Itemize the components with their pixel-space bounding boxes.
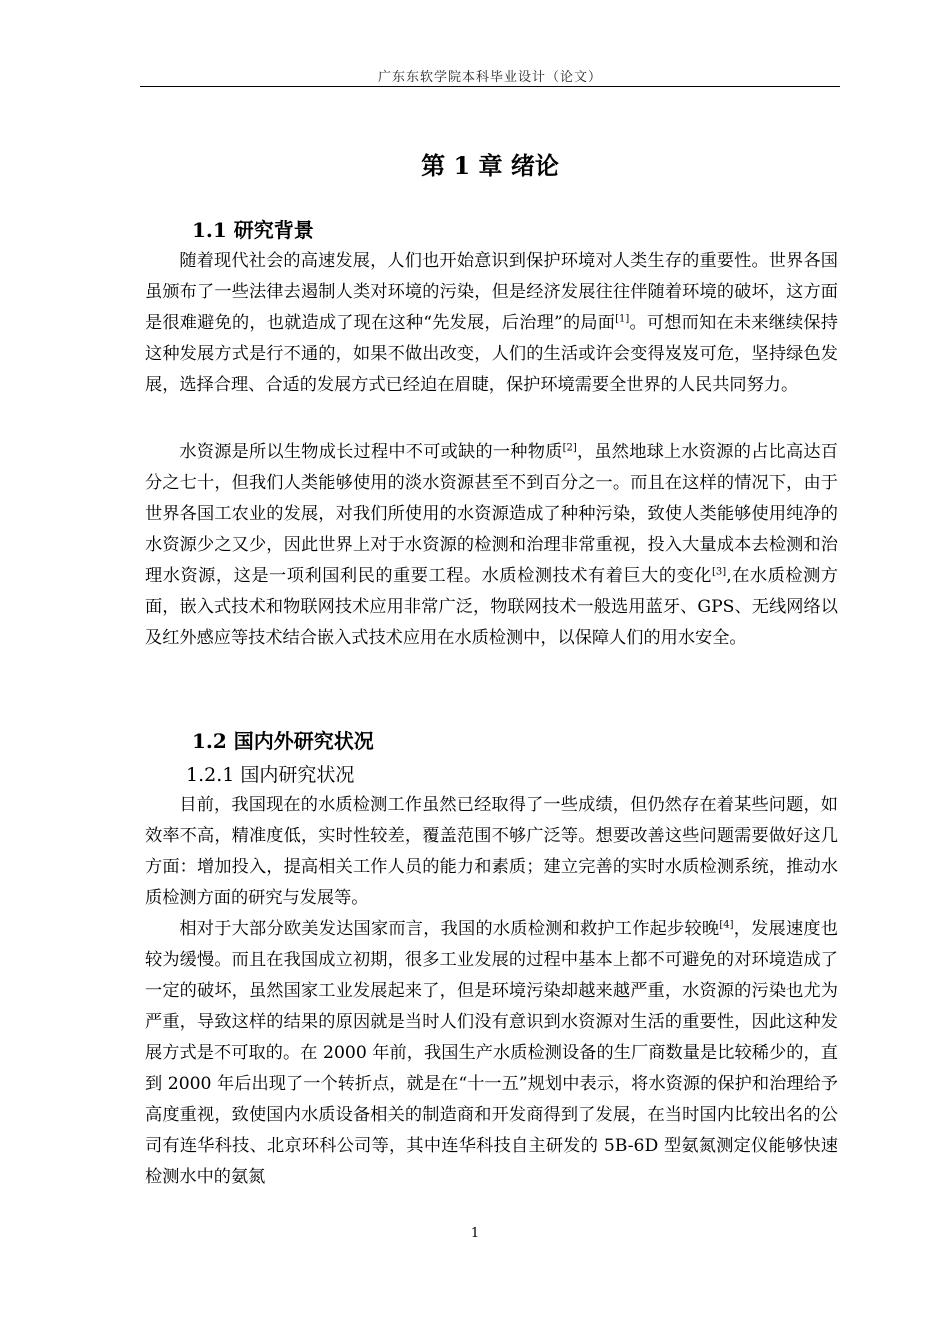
paragraph-text: 随着现代社会的高速发展，人们也开始意识到保护环境对人类生存的重要性。世界各国虽颁布了一些法律去遏制人类对环境的污染，但是经济发展往往伴随着环境的破坏，这方面是很难避免的，也就造成了现在这种“先发展，后治理”的局面 [145, 251, 838, 333]
paragraph-text: 水资源是所以生物成长过程中不可或缺的一种物质 [179, 442, 563, 462]
section-heading-1-1: 1.1 研究背景 [192, 218, 314, 242]
citation: [4] [719, 919, 734, 931]
citation: [1] [615, 313, 630, 325]
citation: [3] [712, 566, 727, 578]
paragraph-3 [145, 790, 838, 914]
paragraph-text: 相对于大部分欧美发达国家而言，我国的水质检测和救护工作起步较晚 [179, 919, 720, 939]
running-header: 广东东软学院本科毕业设计（论文） [377, 70, 602, 85]
paragraph-4 [145, 914, 838, 1193]
section-heading-1-2: 1.2 国内外研究状况 [192, 729, 374, 753]
paragraph-2 [145, 437, 838, 654]
subsection-heading-1-2-1: 1.2.1 国内研究状况 [186, 764, 355, 786]
paragraph-1 [145, 246, 838, 401]
paragraph-text: 目前，我国现在的水质检测工作虽然已经取得了一些成绩，但仍然存在着某些问题，如效率不高，精准度低，实时性较差，覆盖范围不够广泛等。想要改善这些问题需要做好这几方面：增加投入，提高相关工作人员的能力和素质；建立完善的实时水质检测系统，推动水质检测方面的研究与发展等。 [145, 795, 838, 908]
paragraph-text: ,在水质检测方面，嵌入式技术和物联网技术应用非常广泛，物联网技术一般选用蓝牙、GPS、无线网络以及红外感应等技术结合嵌入式技术应用在水质检测中，以保障人们的用水安全。 [145, 566, 838, 648]
citation: [2] [562, 442, 577, 454]
header-divider [140, 86, 840, 87]
paragraph-text: ，虽然地球上水资源的占比高达百分之七十，但我们人类能够使用的淡水资源甚至不到百分之一。而且在这样的情况下，由于世界各国工农业的发展，对我们所使用的水资源造成了种种污染，致使人类能够使用纯净的水资源少之又少，因此世界上对于水资源的检测和治理非常重视，投入大量成本去检测和治理水资源，这是一项利国利民的重要工程。水质检测技术有着巨大的变化 [145, 442, 838, 586]
chapter-title: 第 1 章 绪论 [421, 151, 559, 180]
paragraph-text: 。可想而知在未来继续保持这种发展方式是行不通的，如果不做出改变，人们的生活或许会变得岌岌可危，坚持绿色发展，选择合理、合适的发展方式已经迫在眉睫，保护环境需要全世界的人民共同努力。 [145, 313, 838, 395]
page-number: 1 [470, 1226, 480, 1241]
paragraph-text: ，发展速度也较为缓慢。而且在我国成立初期，很多工业发展的过程中基本上都不可避免的对环境造成了一定的破坏，虽然国家工业发展起来了，但是环境污染却越来越严重，水资源的污染也尤为严重，导致这样的结果的原因就是当时人们没有意识到水资源对生活的重要性，因此这种发展方式是不可取的。在 2000 年前，我国生产水质检测设备的生厂商数量是比较稀少的，直到 2000 年后出现了一个转折点，就是在“十一五”规划中表示，将水资源的保护和治理给予高度重视，致使国内水质设备相关的制造商和开发商得到了发展，在当时国内比较出名的公司有连华科技、北京环科公司等，其中连华科技自主研发的 5B-6D 型氨氮测定仪能够快速检测水中的氨氮 [145, 919, 838, 1187]
